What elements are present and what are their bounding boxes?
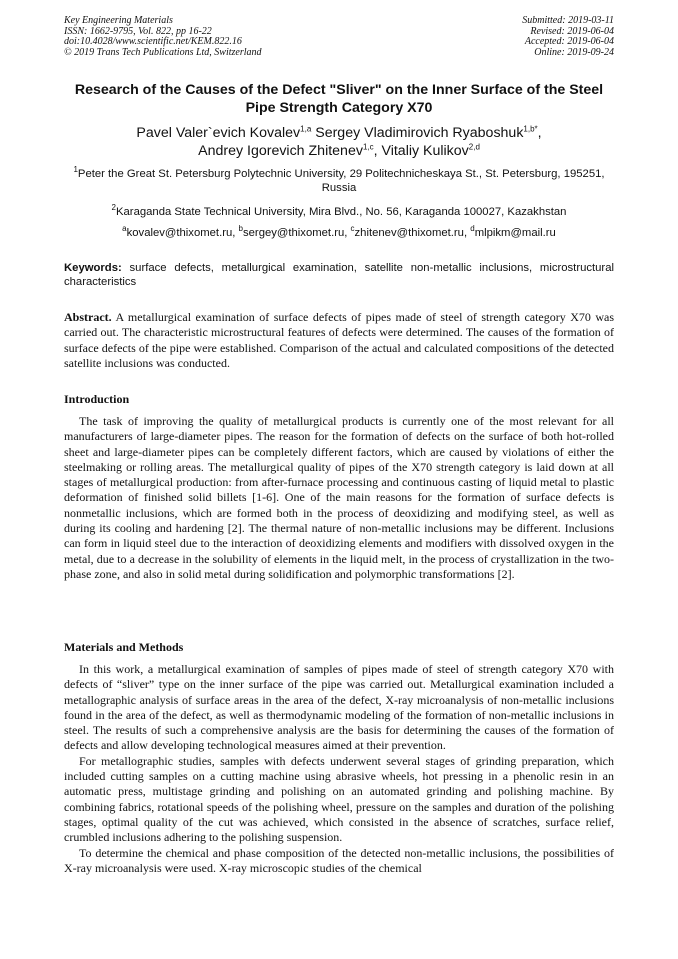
paragraph: The task of improving the quality of metallurgical products is currently one of the most relevant for all manufacturers of large-diameter pipes. The reason for the formation of defects on the surface of both hot-rolled sheet and large-diameter pipes can be completely different factors, which are caused by violations of either the steelmaking or rolling areas. The metallurgical quality of pipes of the X70 strength category is laid down at all stages of metallurgical production: from after-furnace processing and continuous casting of liquid metal to plastic deformation of finished solid billets [1-6]. One of the main reasons for the formation of surface defects is nonmetallic inclusions, which are formed both in the process of deoxidizing and modifying steel, as well as during its cooling and hardening [2]. The thermal nature of non-metallic inclusions may be different. Inclusions can form in liquid steel due to the interaction of deoxidizing elements and modifiers with dissolved oxygen in the metal, due to a decrease in the solubility of elements in the liquid melt, in the process of crystallization in the two-phase zone, and also in solid metal during solidification and polymorphic transformations [2]. (64, 414, 614, 581)
paper-title: Research of the Causes of the Defect "Sliver" on the Inner Surface of the Steel Pipe Strength Category X70 (74, 82, 604, 116)
doi-line: doi:10.4028/www.scientific.net/KEM.822.16 (64, 36, 242, 47)
paragraph: To determine the chemical and phase composition of the detected non-metallic inclusions, the possibilities of X-ray microanalysis were used. X-ray microscopic studies of the chemical (64, 845, 614, 875)
methods-body (64, 662, 614, 876)
author-name: Pavel Valer`evich Kovalev (136, 125, 301, 141)
abstract-label: Abstract. (64, 310, 112, 324)
email-mark: c (350, 224, 355, 234)
journal-header (64, 16, 262, 58)
author-list (64, 124, 614, 160)
keywords-label: Keywords: (64, 262, 122, 274)
author-affiliation-mark: 1,b* (523, 124, 538, 134)
author-name: Andrey Igorevich Zhitenev (198, 143, 363, 159)
email-link[interactable]: sergey@thixomet.ru, (243, 227, 351, 239)
journal-name: Key Engineering Materials (64, 15, 173, 26)
affiliation-mark: 1 (73, 165, 78, 175)
submitted-date: Submitted: 2019-03-11 (522, 15, 614, 26)
introduction-body (64, 414, 614, 582)
email-link[interactable]: mlpikm@mail.ru (474, 227, 556, 239)
dates-header (522, 16, 614, 58)
abstract-text: A metallurgical examination of surface defects of pipes made of steel of strength category X70 was carried out. The characteristic microstructural features of defects were determined. The causes of the formation of surface defects of the pipe were established. Comparison of the actual and calculated compositions of the detected satellite inclusions was conducted. (64, 310, 614, 370)
author-affiliation-mark: 1,a (300, 124, 312, 134)
email-link[interactable]: kovalev@thixomet.ru, (126, 227, 239, 239)
affiliation-1 (64, 167, 614, 195)
affiliation-mark: 2 (111, 203, 116, 213)
revised-date: Revised: 2019-06-04 (530, 25, 614, 37)
section-heading-introduction: Introduction (64, 392, 130, 406)
affiliation-2 (64, 205, 614, 219)
email-mark: a (122, 224, 127, 234)
email-link[interactable]: zhitenev@thixomet.ru, (354, 227, 471, 239)
issn-line: ISSN: 1662-9795, Vol. 822, pp 16-22 (64, 25, 212, 37)
author-affiliation-mark: 2,d (468, 142, 480, 152)
online-date: Online: 2019-09-24 (534, 46, 614, 58)
author-separator: , (373, 143, 382, 159)
paragraph: In this work, a metallurgical examination of samples of pipes made of steel of strength category X70 with defects of “sliver” type on the inner surface of the pipe was carried out. Metallurgical examination included a metallographic analysis of surface areas in the area of the defect, X-ray microanalysis of non-metallic inclusions found in the area of the defect, as well as thermodynamic modeling of the formation of non-metallic inclusions in steel. The results of such a comprehensive analysis are the basis for determining the causes of the formation of defects and allow developing technological measures aimed at their prevention. (64, 662, 614, 753)
author-separator: , (537, 125, 542, 141)
section-heading-methods: Materials and Methods (64, 640, 184, 654)
paragraph: For metallographic studies, samples with defects underwent several stages of grinding preparation, which included cutting samples on a cutting machine using abrasive wheels, hot pressing in a phenolic resin in an automatic press, multistage grinding and polishing on an automated grinding and polishing machine. By combining fabrics, rotational speeds of the polishing wheel, pressure on the samples and duration of the polishing stages, optimal quality of the cut was achieved, which consisted in the absence of scratches, surface relief, crumbled inclusions adhering to the polishing suspension. (64, 753, 614, 845)
abstract (64, 310, 614, 371)
author-name: Sergey Vladimirovich Ryaboshuk (315, 125, 524, 141)
email-mark: b (238, 224, 243, 234)
accepted-date: Accepted: 2019-06-04 (524, 36, 614, 47)
author-name: Vitaliy Kulikov (381, 143, 469, 159)
affiliation-text: Peter the Great St. Petersburg Polytechnic University, 29 Politechnicheskaya St., St. Petersburg, 195251, Russia (77, 168, 605, 194)
email-list (64, 226, 614, 240)
affiliation-text: Karaganda State Technical University, Mira Blvd., No. 56, Karaganda 100027, Kazakhstan (115, 206, 567, 218)
keywords-text: surface defects, metallurgical examination, satellite non-metallic inclusions, microstructural characteristics (64, 262, 614, 288)
keywords (64, 261, 614, 289)
copyright-line: © 2019 Trans Tech Publications Ltd, Switzerland (64, 46, 262, 58)
email-mark: d (470, 224, 475, 234)
author-affiliation-mark: 1,c (362, 142, 374, 152)
